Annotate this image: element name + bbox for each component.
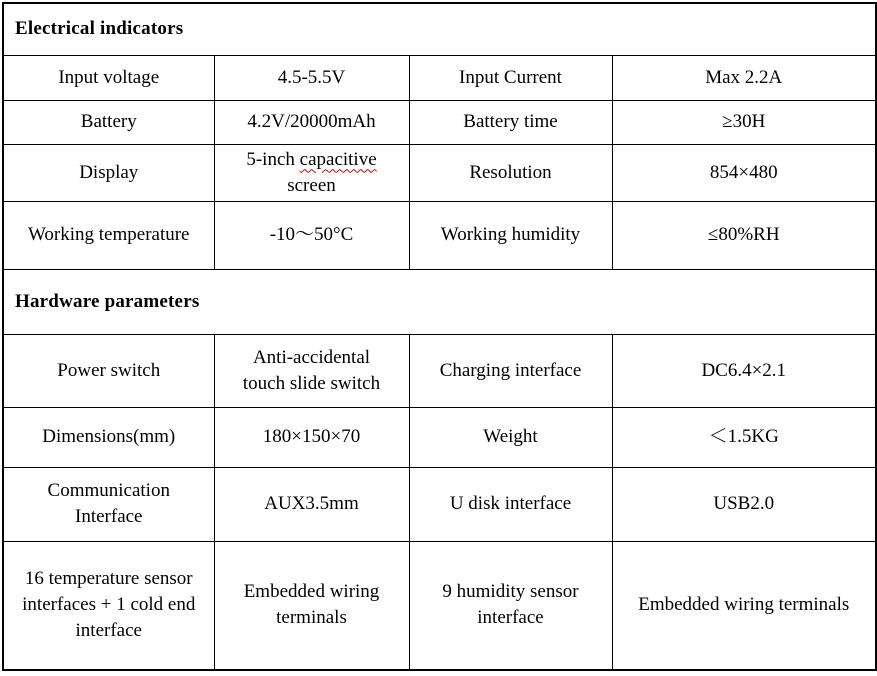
param-label-cell: Display	[3, 144, 214, 201]
param-label-cell: U disk interface	[409, 467, 612, 541]
section-header-electrical: Electrical indicators	[3, 3, 876, 55]
param-value-cell: -10～50°C	[214, 201, 409, 269]
param-value-cell: USB2.0	[612, 467, 876, 541]
param-value-cell: DC6.4×2.1	[612, 334, 876, 407]
param-value-cell: 854×480	[612, 144, 876, 201]
param-label-cell: Working temperature	[3, 201, 214, 269]
param-value-cell: ＜1.5KG	[612, 407, 876, 467]
param-value-cell: 5-inch capacitive screen	[214, 144, 409, 201]
spec-table	[2, 2, 877, 671]
param-label-cell: Dimensions(mm)	[3, 407, 214, 467]
table-row	[3, 144, 876, 201]
document-page	[0, 2, 877, 676]
table-row	[3, 541, 876, 670]
param-label-cell: Communication Interface	[3, 467, 214, 541]
table-row	[3, 55, 876, 100]
param-label-cell: Working humidity	[409, 201, 612, 269]
param-value-cell: Max 2.2A	[612, 55, 876, 100]
param-label-cell: Input Current	[409, 55, 612, 100]
param-value-cell: ≥30H	[612, 100, 876, 144]
section-header-row	[3, 269, 876, 334]
section-header-row	[3, 3, 876, 55]
param-value-cell: Embedded wiring terminals	[612, 541, 876, 670]
param-value-cell: AUX3.5mm	[214, 467, 409, 541]
param-label-cell: 9 humidity sensor interface	[409, 541, 612, 670]
param-value-cell: Embedded wiring terminals	[214, 541, 409, 670]
param-label-cell: 16 temperature sensor interfaces + 1 cold end interface	[3, 541, 214, 670]
table-row	[3, 407, 876, 467]
param-label-cell: Charging interface	[409, 334, 612, 407]
param-value-cell: 4.5-5.5V	[214, 55, 409, 100]
table-row	[3, 467, 876, 541]
table-row	[3, 334, 876, 407]
param-value-cell: 4.2V/20000mAh	[214, 100, 409, 144]
param-label-cell: Battery	[3, 100, 214, 144]
spellcheck-underline: capacitive	[299, 148, 377, 170]
param-value-cell: ≤80%RH	[612, 201, 876, 269]
param-label-cell: Resolution	[409, 144, 612, 201]
param-label-cell: Battery time	[409, 100, 612, 144]
param-value-cell: Anti-accidental touch slide switch	[214, 334, 409, 407]
section-header-hardware: Hardware parameters	[3, 269, 876, 334]
table-row	[3, 100, 876, 144]
table-row	[3, 201, 876, 269]
param-label-cell: Power switch	[3, 334, 214, 407]
param-label-cell: Input voltage	[3, 55, 214, 100]
param-label-cell: Weight	[409, 407, 612, 467]
param-value-cell: 180×150×70	[214, 407, 409, 467]
